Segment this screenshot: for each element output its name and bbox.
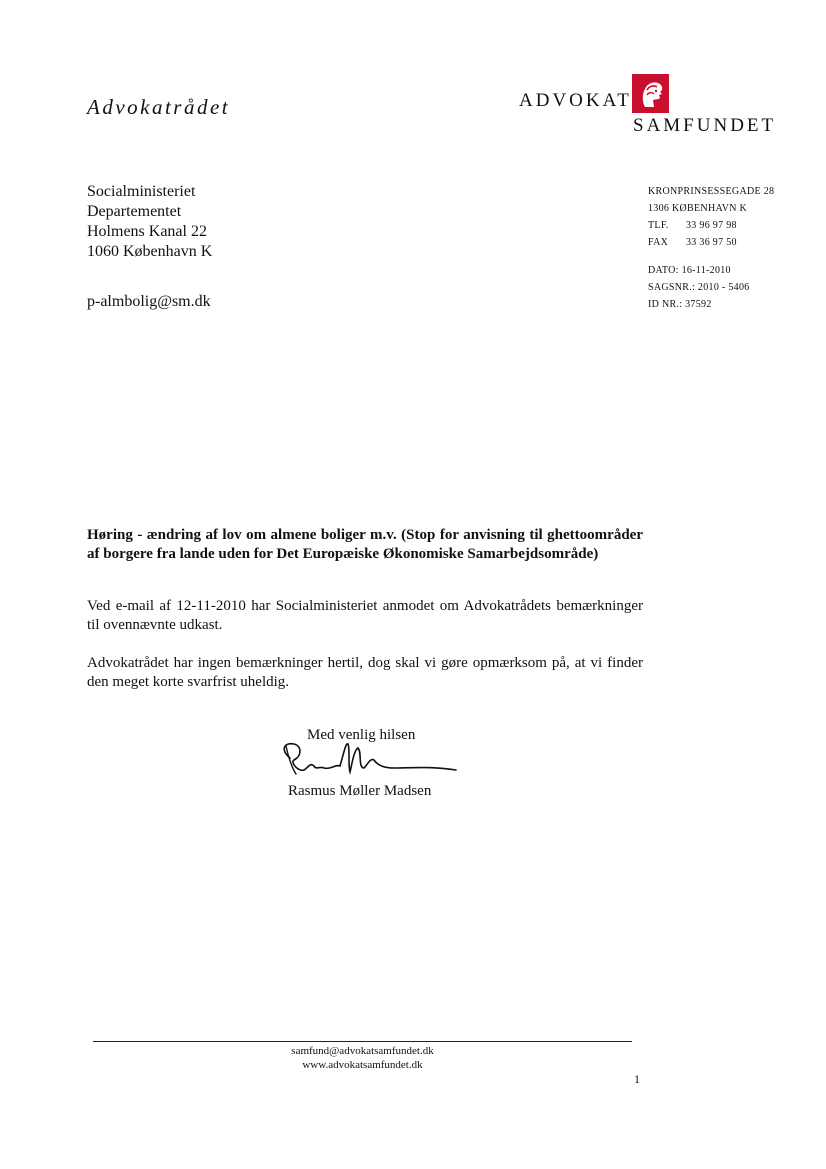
sender-contact-block (648, 183, 774, 313)
sender-street: KRONPRINSESSEGADE 28 (648, 186, 775, 197)
fax-number: 33 36 97 50 (686, 237, 737, 248)
footer (93, 1044, 632, 1072)
footer-email: samfund@advokatsamfundet.dk (291, 1045, 434, 1057)
closing-greeting: Med venlig hilsen (307, 727, 416, 743)
recipient-line: Socialministeriet (87, 183, 196, 200)
page-number: 1 (634, 1072, 640, 1086)
advokatsamfundet-logo-icon (632, 74, 669, 113)
recipient-email: p-almbolig@sm.dk (87, 293, 211, 310)
fax-label: FAX (648, 237, 669, 248)
phone-number: 33 96 97 98 (686, 220, 737, 231)
letter-date: DATO: 16-11-2010 (648, 265, 731, 276)
handwritten-signature (278, 738, 460, 784)
recipient-line: 1060 København K (87, 243, 213, 260)
logo-text-samfundet: SAMFUNDET (633, 115, 777, 136)
sender-city: 1306 KØBENHAVN K (648, 203, 748, 214)
case-number: SAGSNR.: 2010 - 5406 (648, 282, 750, 293)
recipient-line: Departementet (87, 203, 182, 220)
footer-divider (93, 1041, 632, 1042)
letter-subject: Høring - ændring af lov om almene boliger m.v. (Stop for anvisning til ghettoområder af borgere fra lande uden for Det Europæiske Økonomiske Samarbejdsområde) (87, 527, 643, 562)
recipient-line: Holmens Kanal 22 (87, 223, 207, 240)
body-paragraph: Advokatrådet har ingen bemærkninger hertil, dog skal vi gøre opmærksom på, at vi finder den meget korte svarfrist uheldig. (87, 655, 643, 690)
footer-website: www.advokatsamfundet.dk (302, 1059, 423, 1071)
sender-phone (648, 217, 774, 234)
id-number: ID NR.: 37592 (648, 299, 712, 310)
logo-text-advokat: ADVOKAT (519, 90, 632, 111)
recipient-address (87, 182, 212, 262)
sender-fax (648, 234, 774, 251)
council-name: Advokatrådet (87, 95, 231, 119)
phone-label: TLF. (648, 220, 669, 231)
body-paragraph: Ved e-mail af 12-11-2010 har Socialministeriet anmodet om Advokatrådets bemærkninger til ovennævnte udkast. (87, 598, 643, 633)
signer-name: Rasmus Møller Madsen (288, 783, 432, 799)
